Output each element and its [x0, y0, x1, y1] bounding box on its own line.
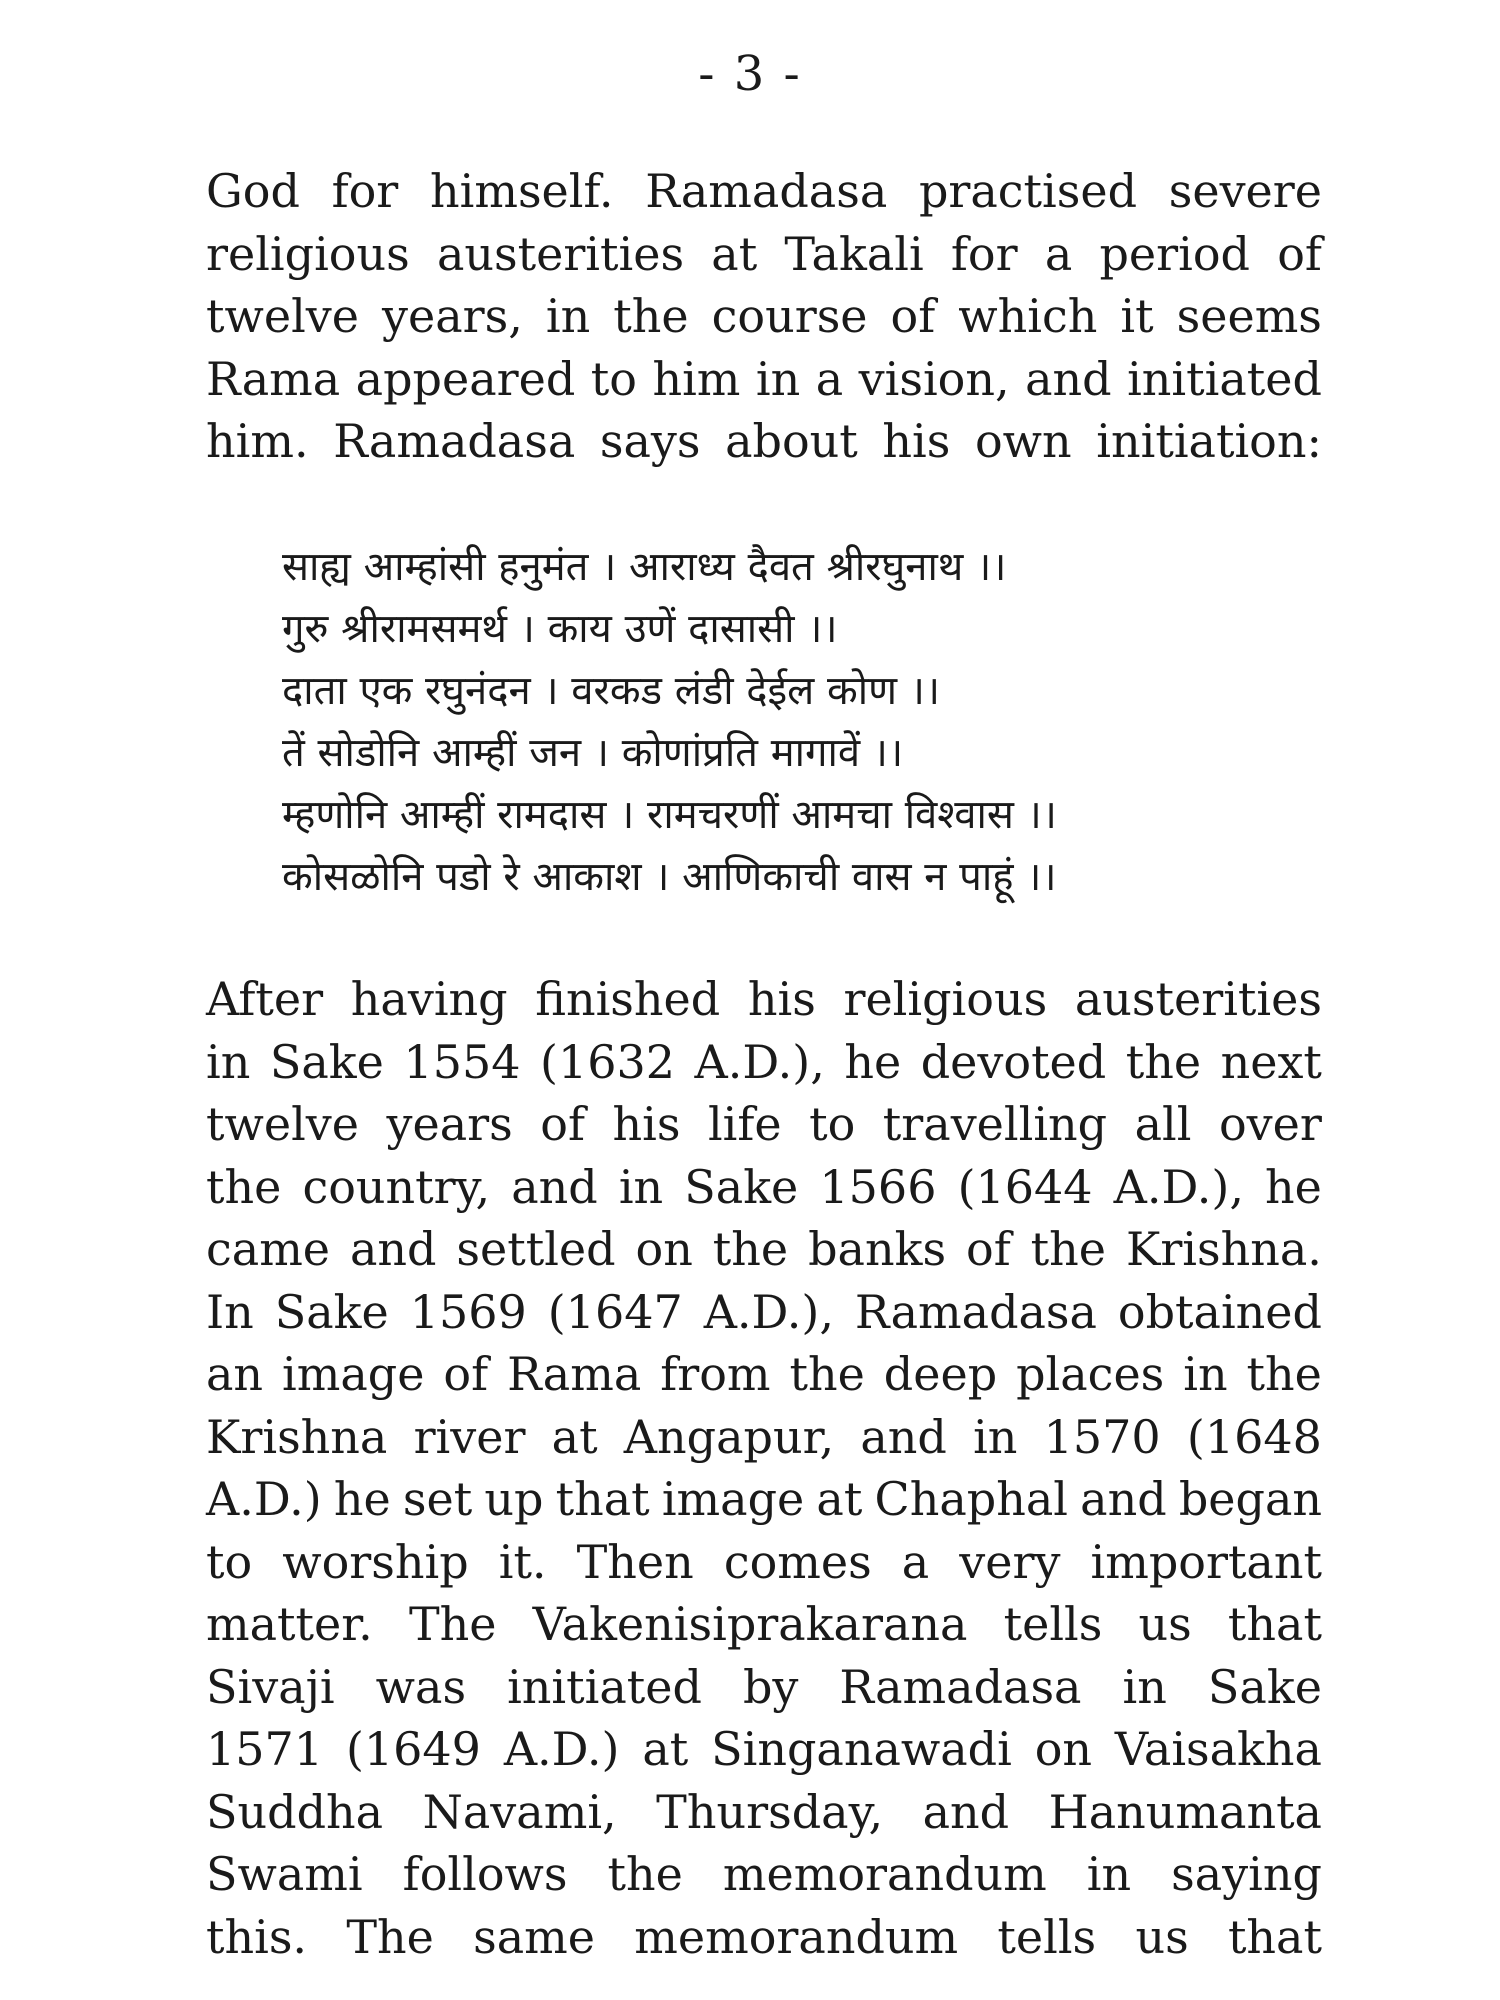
- verse-line: कोसळोनि पडो रे आकाश । आणिकाची वास न पाहूं ।।: [282, 854, 1057, 900]
- text-line: to worship it. Then comes a very important: [206, 1534, 1322, 1589]
- verse-line: दाता एक रघुनंदन । वरकड लंडी देईल कोण ।।: [282, 668, 941, 714]
- text-line: him. Ramadasa says about his own initiation:: [206, 414, 1322, 468]
- text-line: Suddha Navami, Thursday, and Hanumanta: [206, 1784, 1322, 1839]
- text-line: After having finished his religious austerities: [206, 972, 1322, 1026]
- verse-line: साह्य आम्हांसी हनुमंत । आराध्य दैवत श्रीरघुनाथ ।।: [282, 544, 1007, 590]
- text-line: A.D.) he set up that image at Chaphal and began: [206, 1472, 1322, 1526]
- paragraph-1: [206, 160, 1322, 473]
- text-line: 1571 (1649 A.D.) at Singanawadi on Vaisakha: [206, 1722, 1322, 1776]
- paragraph-2: [206, 968, 1322, 1968]
- text-line: twelve years of his life to travelling all over: [206, 1097, 1322, 1151]
- text-line: the country, and in Sake 1566 (1644 A.D.), he: [206, 1159, 1322, 1214]
- text-line: Krishna river at Angapur, and in 1570 (1648: [206, 1409, 1322, 1464]
- text-line: twelve years, in the course of which it seems: [206, 289, 1322, 343]
- verse-line: म्हणोनि आम्हीं रामदास । रामचरणीं आमचा विश्वास ।।: [282, 792, 1057, 838]
- text-line: In Sake 1569 (1647 A.D.), Ramadasa obtained: [206, 1284, 1322, 1339]
- text-line: an image of Rama from the deep places in the: [206, 1347, 1322, 1401]
- marathi-verse: [282, 536, 1332, 908]
- text-line: God for himself. Ramadasa practised severe: [206, 164, 1322, 218]
- text-line: Swami follows the memorandum in saying: [206, 1847, 1322, 1901]
- text-line: in Sake 1554 (1632 A.D.), he devoted the next: [206, 1034, 1322, 1089]
- text-line: Sivaji was initiated by Ramadasa in Sake: [206, 1659, 1322, 1714]
- text-line: Rama appeared to him in a vision, and initiated: [206, 351, 1322, 406]
- verse-line: तें सोडोनि आम्हीं जन । कोणांप्रति मागावें ।।: [282, 730, 904, 776]
- verse-line: गुरु श्रीरामसमर्थ । काय उणें दासासी ।।: [282, 606, 838, 652]
- text-line: this. The same memorandum tells us that: [206, 1909, 1322, 1964]
- text-line: religious austerities at Takali for a period of: [206, 226, 1322, 281]
- text-line: matter. The Vakenisiprakarana tells us that: [206, 1597, 1322, 1651]
- page-number: - 3 -: [698, 46, 802, 102]
- text-line: came and settled on the banks of the Krishna.: [206, 1222, 1322, 1276]
